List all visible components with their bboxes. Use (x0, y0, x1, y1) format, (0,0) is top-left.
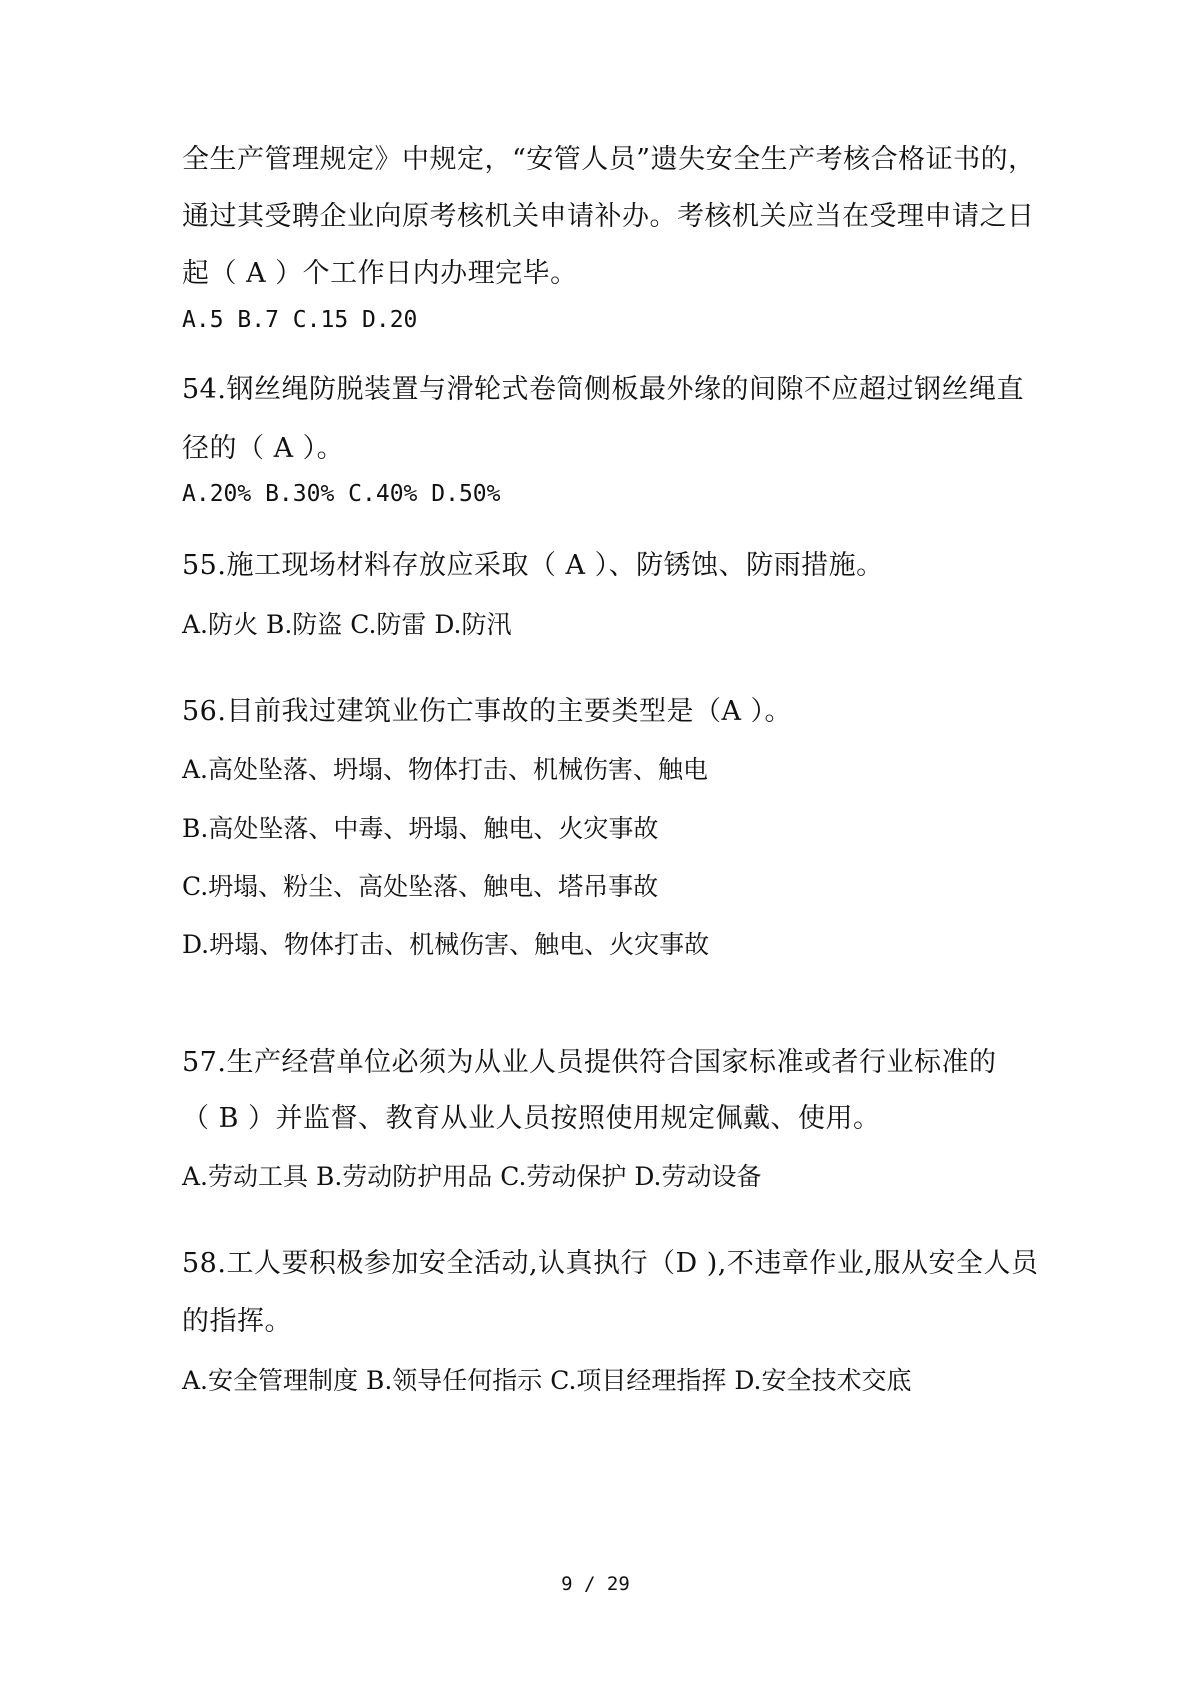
q57-text-line-2: （ B ）并监督、教育从业人员按照使用规定佩戴、使用。 (182, 1103, 881, 1134)
q58-text-line-2: 的指挥。 (182, 1306, 292, 1337)
q55-text-line-1: 55.施工现场材料存放应采取（ A ）、防锈蚀、防雨措施。 (182, 550, 884, 581)
q54-options: A.20% B.30% C.40% D.50% (182, 481, 501, 507)
q56-text-line-1: 56.目前我过建筑业伤亡事故的主要类型是（A ）。 (182, 696, 793, 727)
q53-text-line-2: 通过其受聘企业向原考核机关申请补办。考核机关应当在受理申请之日 (182, 201, 1035, 232)
q58-text-line-1: 58.工人要积极参加安全活动,认真执行（D ),不违章作业,服从安全人员 (182, 1248, 1039, 1279)
q56-option-b: B.高处坠落、中毒、坍塌、触电、火灾事故 (182, 814, 659, 843)
q53-text-line-3: 起（ A ）个工作日内办理完毕。 (182, 258, 578, 289)
q57-options: A.劳动工具 B.劳动防护用品 C.劳动保护 D.劳动设备 (182, 1162, 762, 1191)
q56-option-d: D.坍塌、物体打击、机械伤害、触电、火灾事故 (182, 930, 710, 959)
q54-text-line-1: 54.钢丝绳防脱装置与滑轮式卷筒侧板最外缘的间隙不应超过钢丝绳直 (182, 374, 1024, 405)
q54-text-line-2: 径的（ A ）。 (182, 433, 345, 464)
page-number: 9 / 29 (561, 1573, 630, 1595)
q58-options: A.安全管理制度 B.领导任何指示 C.项目经理指挥 D.安全技术交底 (182, 1366, 912, 1395)
q53-text-line-1: 全生产管理规定》中规定，“安管人员”遗失安全生产考核合格证书的， (182, 144, 1036, 175)
q53-options: A.5 B.7 C.15 D.20 (182, 307, 418, 333)
q56-option-a: A.高处坠落、坍塌、物体打击、机械伤害、触电 (182, 755, 709, 784)
q56-option-c: C.坍塌、粉尘、高处坠落、触电、塔吊事故 (182, 872, 659, 901)
q57-text-line-1: 57.生产经营单位必须为从业人员提供符合国家标准或者行业标准的 (182, 1047, 997, 1078)
q55-options: A.防火 B.防盗 C.防雷 D.防汛 (182, 610, 512, 639)
